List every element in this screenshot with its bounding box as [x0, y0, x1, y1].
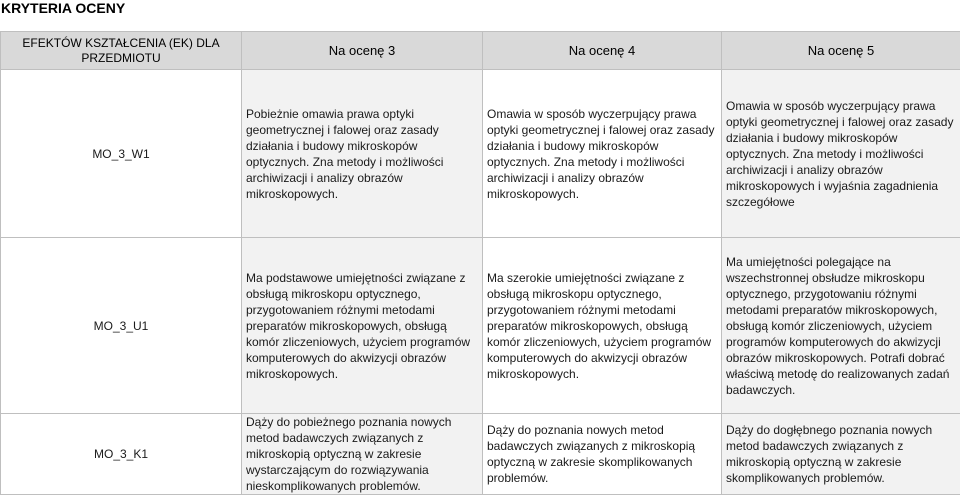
header-grade-5: Na ocenę 5: [722, 32, 960, 70]
table-row: [1, 70, 960, 238]
header-row: [1, 32, 960, 70]
row-code: MO_3_U1: [1, 238, 242, 414]
header-grade-4: Na ocenę 4: [483, 32, 722, 70]
table-row: [1, 238, 960, 414]
criteria-grade-4: Omawia w sposób wyczerpujący prawa optyki geometrycznej i falowej oraz zasady działania i budowy mikroskopów optycznych. Zna metody i możliwości archiwizacji i analizy obrazów mikroskopowych.: [483, 70, 722, 238]
criteria-grade-5: Omawia w sposób wyczerpujący prawa optyki geometrycznej i falowej oraz zasady działania i budowy mikroskopów optycznych. Zna metody i możliwości archiwizacji i analizy obrazów mikroskopowych i wyjaśnia zagadnienia szczegółowe: [722, 70, 960, 238]
row-code: MO_3_W1: [1, 70, 242, 238]
criteria-grade-5: Ma umiejętności polegające na wszechstronnej obsłudze mikroskopu optycznego, przygotowaniu różnymi metodami preparatów mikroskopowych, obsługą komór zliczeniowych, użyciem programów komputerowych do akwizycji obrazów mikroskopowych. Potrafi dobrać właściwą metodę do realizowanych zadań badawczych.: [722, 238, 960, 414]
criteria-grade-5: Dąży do dogłębnego poznania nowych metod badawczych związanych z mikroskopią optyczną w zakresie skomplikowanych problemów.: [722, 414, 960, 495]
criteria-grade-4: Dąży do poznania nowych metod badawczych związanych z mikroskopią optyczną w zakresie skomplikowanych problemów.: [483, 414, 722, 495]
criteria-grade-4: Ma szerokie umiejętności związane z obsługą mikroskopu optycznego, przygotowaniem różnymi metodami preparatów mikroskopowych, obsługą komór zliczeniowych, użyciem programów komputerowych do akwizycji obrazów mikroskopowych.: [483, 238, 722, 414]
criteria-grade-3: Dąży do pobieżnego poznania nowych metod badawczych związanych z mikroskopią optyczną w zakresie wystarczającym do rozwiązywania nieskomplikowanych problemów.: [242, 414, 483, 495]
table-row: [1, 414, 960, 495]
page-title: KRYTERIA OCENY: [1, 0, 125, 16]
criteria-table: [0, 31, 960, 495]
header-effects: EFEKTÓW KSZTAŁCENIA (EK) DLA PRZEDMIOTU: [1, 32, 242, 70]
criteria-grade-3: Ma podstawowe umiejętności związane z obsługą mikroskopu optycznego, przygotowaniem różnymi metodami preparatów mikroskopowych, obsługą komór zliczeniowych, użyciem programów komputerowych do akwizycji obrazów mikroskopowych.: [242, 238, 483, 414]
row-code: MO_3_K1: [1, 414, 242, 495]
header-grade-3: Na ocenę 3: [242, 32, 483, 70]
criteria-grade-3: Pobieżnie omawia prawa optyki geometrycznej i falowej oraz zasady działania i budowy mikroskopów optycznych. Zna metody i możliwości archiwizacji i analizy obrazów mikroskopowych.: [242, 70, 483, 238]
